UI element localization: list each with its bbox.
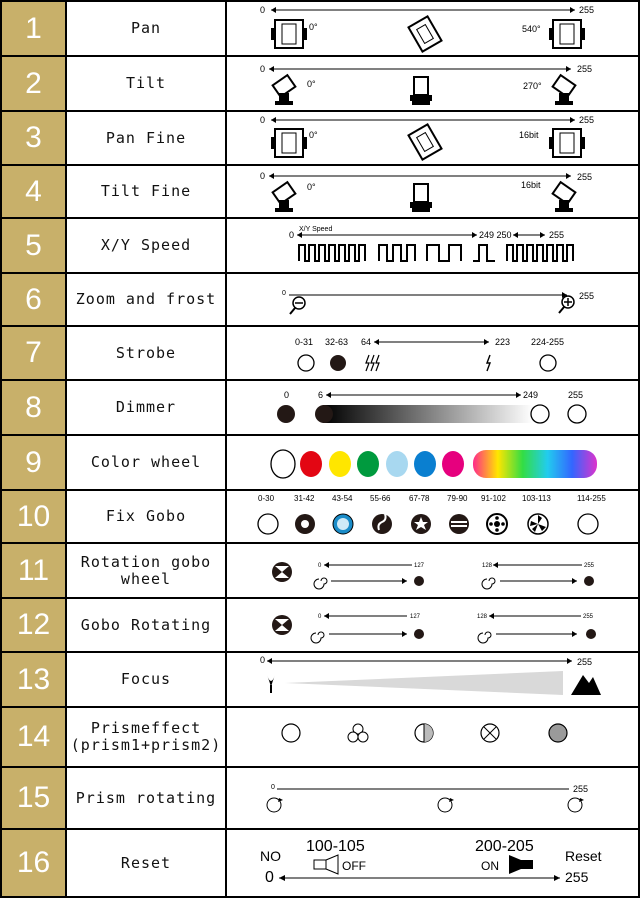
gobo-rotation-diagram <box>227 544 638 597</box>
channel-number: 13 <box>2 653 65 706</box>
channel-description <box>227 653 638 706</box>
color-swatch <box>329 451 351 477</box>
spiral-icon <box>311 632 324 643</box>
svg-text:0°: 0° <box>309 22 318 32</box>
table-border <box>0 489 640 491</box>
svg-text:255: 255 <box>579 115 595 125</box>
channel-number: 6 <box>2 274 65 325</box>
channel-name: Gobo Rotating <box>80 615 212 634</box>
moving-head-icon <box>553 182 576 212</box>
color-swatch <box>442 451 464 477</box>
table-border <box>0 597 640 599</box>
svg-text:31-42: 31-42 <box>294 494 315 503</box>
moving-head-icon <box>549 129 585 157</box>
channel-row <box>0 166 640 217</box>
svg-text:223: 223 <box>495 337 511 347</box>
frost-prism-icon <box>549 724 567 742</box>
channel-number: 2 <box>2 57 65 110</box>
channel-number: 14 <box>2 708 65 766</box>
svg-text:0°: 0° <box>307 79 316 89</box>
moving-head-icon <box>553 75 576 105</box>
svg-text:128: 128 <box>482 563 493 569</box>
svg-text:ON: ON <box>481 859 499 873</box>
channel-description <box>227 768 638 828</box>
table-border <box>0 164 640 166</box>
color-swatch <box>414 451 436 477</box>
channel-row <box>0 544 640 597</box>
channel-number: 4 <box>2 166 65 217</box>
svg-text:249: 249 <box>523 390 539 400</box>
svg-text:127: 127 <box>414 563 425 569</box>
channel-name: Focus <box>120 670 172 688</box>
svg-text:0: 0 <box>284 390 290 400</box>
strobe-fast-icon <box>366 355 379 371</box>
svg-text:100-105: 100-105 <box>306 838 365 855</box>
moving-head-icon <box>410 77 432 105</box>
channel-row <box>0 381 640 434</box>
channel-row <box>0 599 640 651</box>
channel-name: Pan Fine <box>105 128 187 147</box>
svg-text:127: 127 <box>410 614 421 620</box>
moving-head-icon <box>273 75 296 105</box>
strobe-diagram <box>227 327 638 379</box>
pulse-wave-icon <box>473 245 495 261</box>
svg-text:X/Y Speed: X/Y Speed <box>299 226 333 233</box>
speed-diagram <box>227 219 638 272</box>
svg-text:0: 0 <box>260 5 266 15</box>
channel-number: 10 <box>2 491 65 542</box>
lamp-off-icon <box>314 855 338 874</box>
svg-text:67-78: 67-78 <box>409 494 430 503</box>
channel-number: 1 <box>2 2 65 55</box>
channel-description <box>227 219 638 272</box>
table-border <box>0 379 640 381</box>
svg-text:255: 255 <box>577 657 593 667</box>
dots-gobo-icon <box>487 514 507 534</box>
flower-icon <box>267 675 275 693</box>
channel-row <box>0 327 640 379</box>
table-border <box>0 766 640 768</box>
svg-text:0: 0 <box>289 230 295 240</box>
dark-circle-icon <box>277 405 295 423</box>
spiral-icon <box>478 632 491 643</box>
color-swatch <box>357 451 379 477</box>
svg-text:0: 0 <box>260 655 266 665</box>
open-gobo-icon <box>578 514 598 534</box>
moving-head-icon <box>549 20 585 48</box>
svg-text:255: 255 <box>549 230 565 240</box>
channel-name-line: Prismeffect <box>90 719 202 737</box>
svg-text:255: 255 <box>568 390 584 400</box>
gobo-disc-icon <box>414 629 424 639</box>
channel-row <box>0 708 640 766</box>
svg-text:0°: 0° <box>309 130 318 140</box>
channel-row <box>0 57 640 110</box>
channel-name <box>66 708 226 766</box>
channel-row <box>0 768 640 828</box>
channel-row <box>0 274 640 325</box>
svg-text:0: 0 <box>318 614 322 620</box>
channel-name: Prism rotating <box>75 788 217 807</box>
open-circle-icon <box>540 355 556 371</box>
zoom-diagram <box>227 274 638 325</box>
channel-description <box>227 436 638 489</box>
svg-text:0: 0 <box>260 171 266 181</box>
channel-row <box>0 830 640 896</box>
channel-row <box>0 491 640 542</box>
pulse-wave-icon <box>507 245 573 261</box>
channel-name: Fix Gobo <box>105 507 187 525</box>
table-border <box>0 0 2 898</box>
svg-text:0: 0 <box>260 115 266 125</box>
swirl-gobo-icon <box>372 514 392 534</box>
table-border <box>0 272 640 274</box>
rotate-icon <box>267 798 283 812</box>
svg-text:16bit: 16bit <box>521 180 541 190</box>
gobo-diagram <box>227 491 638 542</box>
moving-head-icon <box>273 182 296 212</box>
table-border <box>0 0 640 2</box>
prism-rotation-diagram <box>227 768 638 828</box>
svg-text:128: 128 <box>477 614 488 620</box>
channel-name-line: (prism1+prism2) <box>70 736 222 754</box>
water-gobo-icon <box>333 514 353 534</box>
channel-row <box>0 2 640 55</box>
channel-description <box>227 112 638 164</box>
channel-description <box>227 166 638 217</box>
bars-gobo-icon <box>449 514 469 534</box>
channel-name: X/Y Speed <box>100 236 192 254</box>
lamp-on-icon <box>509 855 533 874</box>
moving-head-icon <box>410 184 432 212</box>
table-border <box>225 0 227 898</box>
channel-description <box>227 327 638 379</box>
hourglass-gobo-icon <box>272 615 292 635</box>
channel-number: 16 <box>2 830 65 896</box>
channel-row <box>0 436 640 489</box>
channel-description <box>227 544 638 597</box>
gobo-disc-icon <box>584 576 594 586</box>
channel-name: Tilt Fine <box>100 182 192 200</box>
strobe-slow-icon <box>487 355 490 371</box>
zoom-in-icon <box>559 296 574 313</box>
channel-description <box>227 381 638 434</box>
dark-circle-icon <box>315 405 333 423</box>
channel-number: 9 <box>2 436 65 489</box>
channel-row <box>0 112 640 164</box>
channel-description <box>227 830 638 896</box>
hourglass-gobo-icon <box>272 562 292 582</box>
svg-text:270°: 270° <box>523 81 542 91</box>
open-prism-icon <box>282 724 300 742</box>
open-gobo-icon <box>258 514 278 534</box>
three-facet-prism-icon <box>348 724 368 742</box>
star-gobo-icon <box>411 514 431 534</box>
table-border <box>0 110 640 112</box>
channel-number: 11 <box>2 544 65 597</box>
svg-text:200-205: 200-205 <box>475 838 534 855</box>
table-border <box>65 0 67 898</box>
dimmer-gradient-bar <box>323 405 533 423</box>
svg-text:255: 255 <box>583 614 594 620</box>
svg-text:6: 6 <box>318 390 324 400</box>
focus-wedge <box>285 671 563 695</box>
channel-description <box>227 491 638 542</box>
channel-name: Rotation gobo wheel <box>80 552 212 588</box>
channel-name: Zoom and frost <box>75 290 217 308</box>
table-border <box>0 434 640 436</box>
channel-name: Color wheel <box>90 453 202 471</box>
channel-description <box>227 708 638 766</box>
svg-text:0-31: 0-31 <box>295 337 314 347</box>
svg-text:114-255: 114-255 <box>577 494 606 503</box>
pan-fine-diagram <box>227 112 638 164</box>
svg-text:OFF: OFF <box>342 859 366 873</box>
table-border <box>0 651 640 653</box>
channel-description <box>227 57 638 110</box>
channel-number: 12 <box>2 599 65 651</box>
svg-text:540°: 540° <box>522 24 541 34</box>
color-wheel-diagram <box>227 436 638 489</box>
rotate-icon <box>568 798 584 812</box>
channel-name: Reset <box>120 853 172 872</box>
channel-description <box>227 2 638 55</box>
focus-diagram <box>227 653 638 706</box>
svg-text:255: 255 <box>573 784 589 794</box>
pulse-wave-icon <box>427 245 461 261</box>
svg-text:0: 0 <box>271 784 275 791</box>
svg-text:0°: 0° <box>307 182 316 192</box>
channel-name: Dimmer <box>115 398 177 416</box>
moving-head-icon <box>408 124 441 159</box>
open-circle-icon <box>298 355 314 371</box>
svg-text:32-63: 32-63 <box>325 337 349 347</box>
channel-description <box>227 599 638 651</box>
channel-name: Tilt <box>125 74 167 92</box>
table-border <box>0 217 640 219</box>
svg-text:NO: NO <box>260 848 281 864</box>
gobo-rotating-diagram <box>227 599 638 651</box>
reset-diagram <box>227 830 638 896</box>
svg-text:255: 255 <box>577 64 593 74</box>
zoom-out-icon <box>290 297 305 314</box>
channel-name: Strobe <box>115 343 177 362</box>
svg-text:0: 0 <box>265 869 274 886</box>
svg-text:16bit: 16bit <box>519 130 539 140</box>
svg-text:43-54: 43-54 <box>332 494 353 503</box>
svg-text:64: 64 <box>361 337 372 347</box>
svg-text:0: 0 <box>260 64 266 74</box>
channel-row <box>0 653 640 706</box>
svg-text:55-66: 55-66 <box>370 494 391 503</box>
svg-text:249 250: 249 250 <box>479 230 512 240</box>
rainbow-bar <box>473 450 597 478</box>
svg-text:0: 0 <box>282 290 286 297</box>
burst-gobo-icon <box>295 514 315 534</box>
svg-text:255: 255 <box>577 172 593 182</box>
table-border <box>0 706 640 708</box>
table-border <box>0 55 640 57</box>
svg-text:91-102: 91-102 <box>481 494 506 503</box>
fan-gobo-icon <box>528 514 548 534</box>
mountain-icon <box>571 675 601 695</box>
moving-head-icon <box>271 20 307 48</box>
svg-text:0: 0 <box>318 563 322 569</box>
svg-text:255: 255 <box>579 5 595 15</box>
color-swatch <box>271 450 295 478</box>
pulse-wave-icon <box>299 245 365 261</box>
channel-description <box>227 274 638 325</box>
tilt-fine-diagram <box>227 166 638 217</box>
color-swatch <box>386 451 408 477</box>
svg-text:103-113: 103-113 <box>522 494 551 503</box>
channel-number: 3 <box>2 112 65 164</box>
spiral-icon <box>482 578 495 589</box>
channel-number: 5 <box>2 219 65 272</box>
pan-diagram <box>227 2 638 55</box>
channel-name: Pan <box>130 19 162 37</box>
svg-text:255: 255 <box>579 291 595 301</box>
channel-number: 15 <box>2 768 65 828</box>
channel-number: 7 <box>2 327 65 379</box>
spiral-icon <box>314 578 327 589</box>
svg-text:79-90: 79-90 <box>447 494 468 503</box>
open-circle-icon <box>531 405 549 423</box>
moving-head-icon <box>408 16 441 51</box>
gobo-disc-icon <box>414 576 424 586</box>
open-circle-icon <box>568 405 586 423</box>
channel-row <box>0 219 640 272</box>
pulse-wave-icon <box>379 245 415 261</box>
svg-text:224-255: 224-255 <box>531 337 565 347</box>
svg-text:0-30: 0-30 <box>258 494 275 503</box>
filled-circle-icon <box>330 355 346 371</box>
svg-text:255: 255 <box>565 869 589 885</box>
svg-text:255: 255 <box>584 563 595 569</box>
prism-diagram <box>227 708 638 766</box>
rotate-icon <box>438 798 454 812</box>
color-swatch <box>300 451 322 477</box>
cross-prism-icon <box>481 724 499 742</box>
channel-number: 8 <box>2 381 65 434</box>
linear-prism-icon <box>415 724 433 742</box>
table-border <box>0 325 640 327</box>
table-border <box>0 828 640 830</box>
dimmer-diagram <box>227 381 638 434</box>
moving-head-icon <box>271 129 307 157</box>
tilt-diagram <box>227 57 638 110</box>
svg-text:Reset: Reset <box>565 848 602 864</box>
gobo-disc-icon <box>586 629 596 639</box>
table-border <box>0 542 640 544</box>
